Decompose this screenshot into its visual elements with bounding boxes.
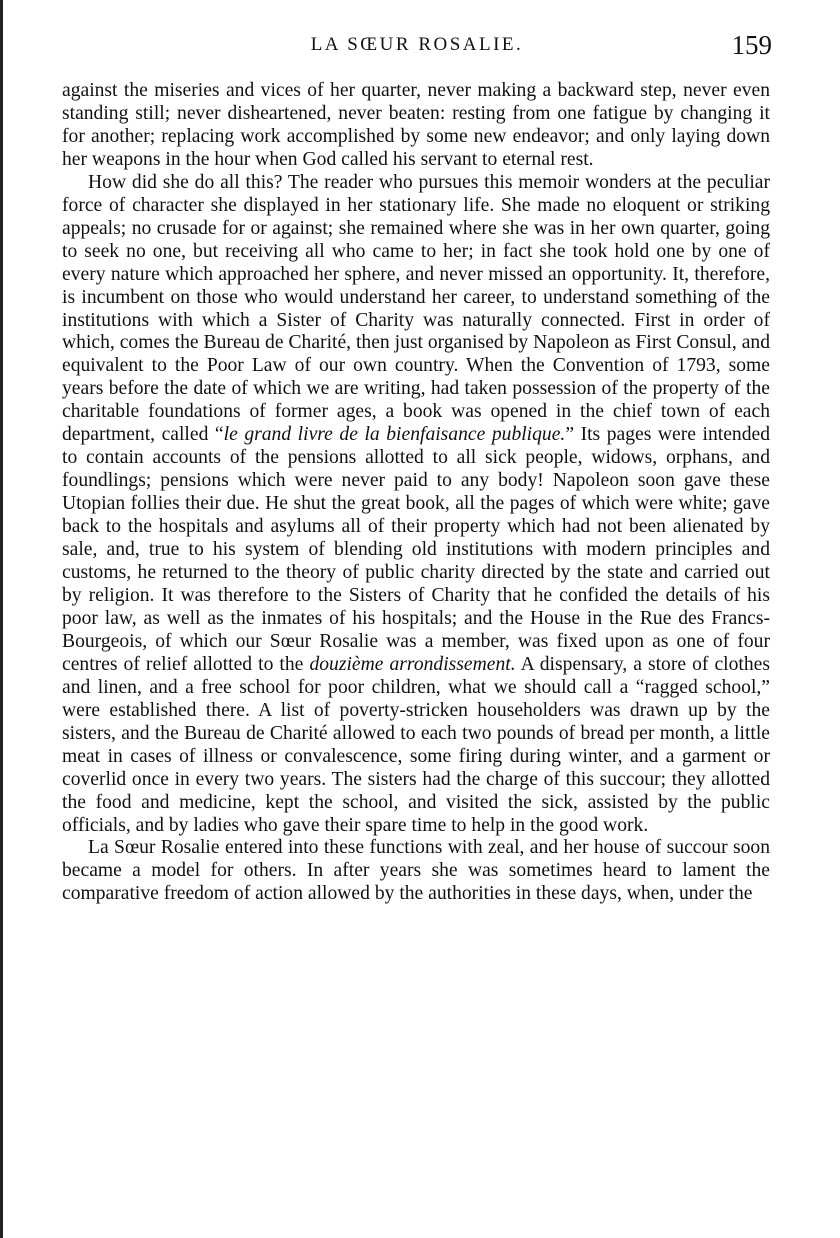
paragraph-continuation bbox=[62, 80, 770, 172]
body-text bbox=[62, 80, 770, 906]
italic-french-title: le grand livre de la bienfaisance publique. bbox=[223, 424, 566, 446]
running-title: LA SŒUR ROSALIE. bbox=[310, 34, 524, 55]
page-edge-rule bbox=[0, 0, 3, 1238]
paragraph-2-text-a: How did she do all this? The reader who pursues this memoir wonders at the peculiar force of character she displayed in her stationary life. She made no eloquent or striking appeals; no crusade for or against; she remained where she was in her own quarter, going to seek no one, but receiving all who came to her; in fact she took hold one by one of every nature which approached her sphere, and never missed an opportunity. It, therefore, is incumbent on those who would understand her career, to understand something of the institutions with which a Sister of Charity was naturally connected. First in order of which, comes the Bureau de Charité, then just organised by Napoleon as First Consul, and equivalent to the Poor Law of our own country. When the Convention of 1793, some years before the date of which we are writing, had taken possession of the property of the charitable foundations of former ages, a book was opened in the chief town of each department, called “ bbox=[62, 171, 770, 446]
paragraph-3-text: La Sœur Rosalie entered into these functions with zeal, and her house of succour soon became a model for others. In after years she was sometimes heard to lament the comparative freedom of action allowed by the authorities in these days, when, under the bbox=[62, 837, 770, 905]
italic-arrondissement: douzième arrondissement. bbox=[309, 653, 516, 675]
page-number: 159 bbox=[731, 30, 772, 60]
running-header bbox=[62, 28, 772, 62]
paragraph-2-text-b: ” Its pages were intended to contain accounts of the pensions allotted to all sick people, widows, orphans, and foundlings; pensions which were never paid to any body! Napoleon soon gave these Utopian follies their due. He shut the great book, all the pages of which were white; gave back to the hospitals and asylums all of their property which had not been alienated by sale, and, true to his system of blending old institutions with modern principles and customs, he returned to the theory of public charity directed by the state and carried out by religion. It was therefore to the Sisters of Charity that he confided the details of his poor law, as well as the inmates of his hospitals; and the House in the Rue des Francs-Bourgeois, of which our Sœur Rosalie was a member, was fixed upon as one of four centres of relief allotted to the bbox=[62, 424, 770, 675]
paragraph-1-text: against the miseries and vices of her quarter, never making a backward step, never even standing still; never disheartened, never beaten: resting from one fatigue by changing it for another; replacing work accomplished by some new endeavor; and only laying down her weapons in the hour when God called his servant to eternal rest. bbox=[62, 80, 770, 170]
paragraph-functions bbox=[62, 837, 770, 906]
paragraph-2-text-c: A dispensary, a store of clothes and linen, and a free school for poor children, what we should call a “ragged school,” were established there. A list of poverty-stricken householders was drawn up by the sisters, and the Bureau de Charité allowed to each two pounds of bread per month, a little meat in cases of illness or convalescence, some firing during winter, and a garment or coverlid once in every two years. The sisters had the charge of this succour; they allotted the food and medicine, kept the school, and visited the sick, assisted by the public officials, and by ladies who gave their spare time to help in the good work. bbox=[62, 653, 770, 836]
paragraph-institutions bbox=[62, 172, 770, 838]
